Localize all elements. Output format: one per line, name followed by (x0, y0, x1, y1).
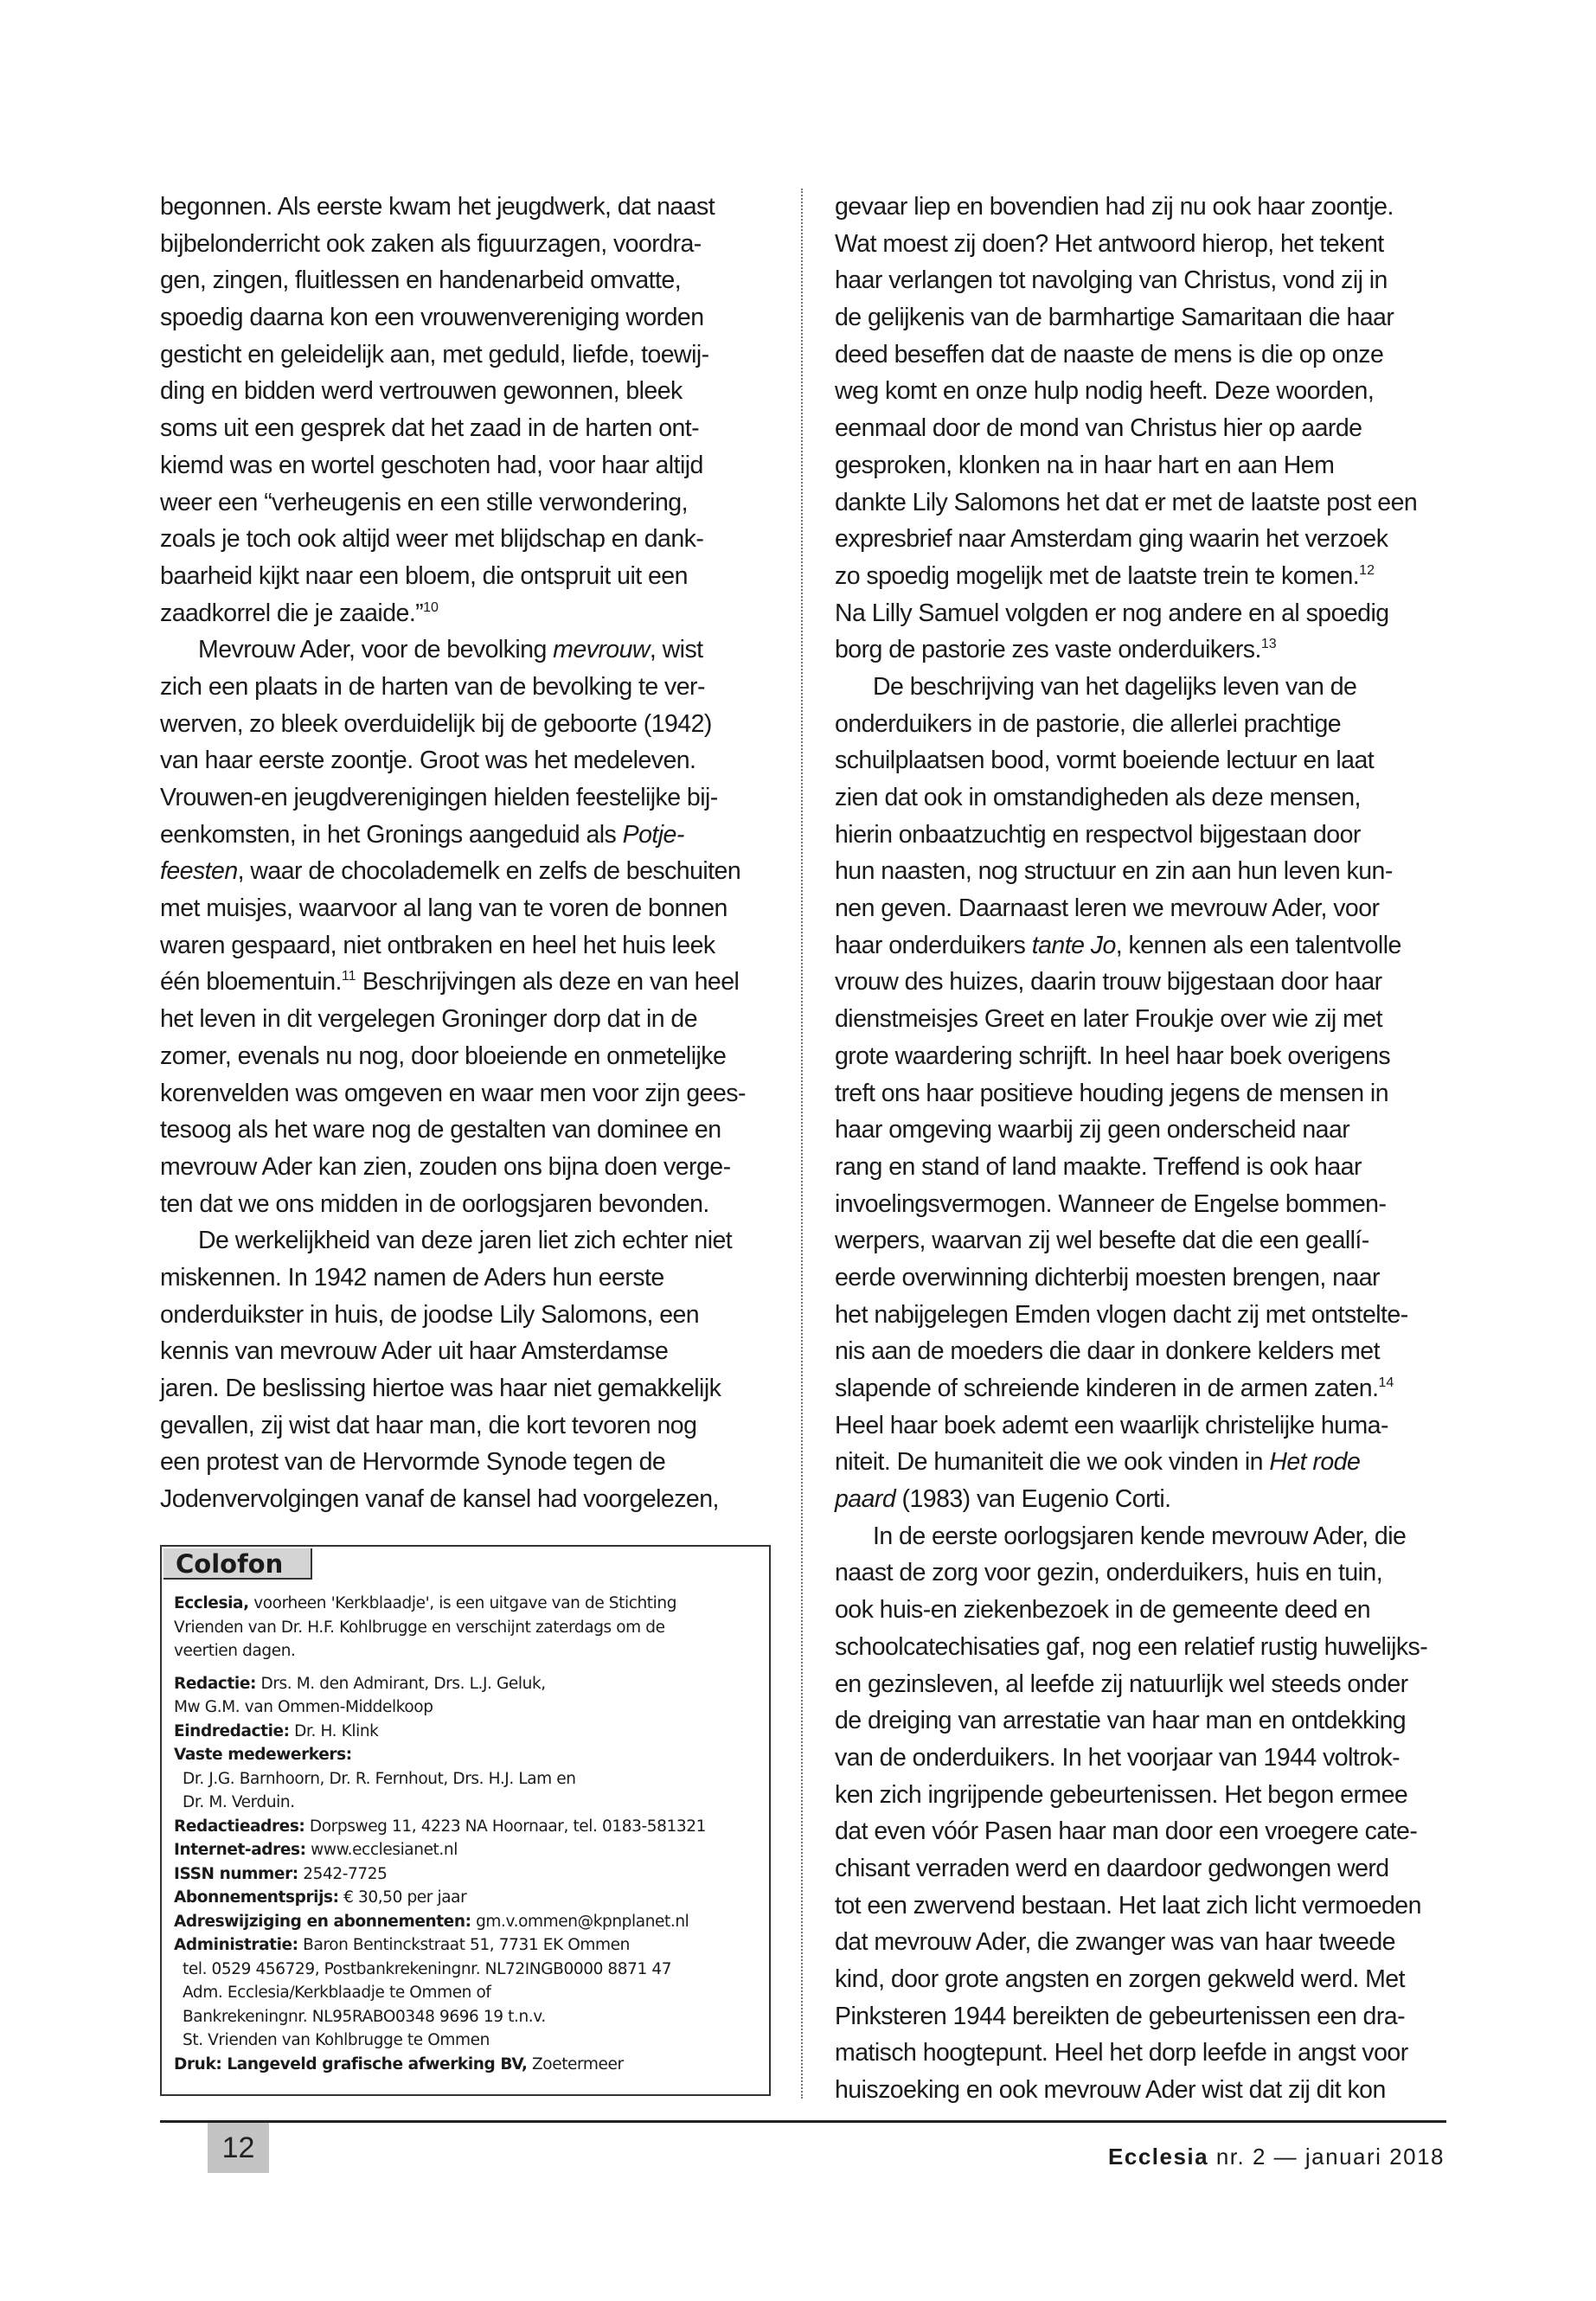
text-line: kiemd was en wortel geschoten had, voor haar altijd (160, 451, 703, 479)
text-line: dat even vóór Pasen haar man door een vroegere cate- (835, 1817, 1418, 1846)
text-line: deed beseffen dat de naaste de mens is die op onze (835, 340, 1384, 369)
text-line: werven, zo bleek overduidelijk bij de geboorte (1942) (160, 709, 712, 738)
text-line (160, 1222, 783, 1259)
colofon-value: Drs. M. den Admirant, Drs. L.J. Geluk, (256, 1674, 546, 1693)
text-line: ten dat we ons midden in de oorlogsjaren bevonden. (160, 1189, 709, 1218)
text-line: kennis van mevrouw Ader uit haar Amsterdamse (160, 1337, 669, 1366)
text-segment: De werkelijkheid van deze jaren liet zich echter niet (198, 1227, 733, 1255)
colofon-label: Redactie: (174, 1674, 257, 1693)
colofon-line (174, 1886, 762, 1910)
text-line (160, 595, 783, 632)
text-line: en gezinsleven, al leefde zij natuurlijk wel steeds onder (835, 1670, 1408, 1698)
text-line (835, 631, 1458, 669)
colofon-label: Druk: Langeveld grafische afwerking BV, (174, 2054, 528, 2073)
text-line: de dreiging van arrestatie van haar man en ontdekking (835, 1707, 1407, 1735)
footnote-ref: 14 (1378, 1375, 1394, 1390)
text-line: het nabijgelegen Emden vlogen dacht zij met ontstelte- (835, 1300, 1408, 1329)
colofon-label: Adreswijziging en abonnementen: (174, 1912, 471, 1931)
colofon-label: ISSN nummer: (174, 1864, 298, 1883)
text-line: Wat moest zij doen? Het antwoord hierop, het tekent (835, 229, 1384, 258)
colofon-line (174, 1616, 762, 1640)
text-line: haar verlangen tot navolging van Christus, vond zij in (835, 266, 1388, 295)
text-line: van haar eerste zoontje. Groot was het medeleven. (160, 747, 696, 775)
text-line: treft ons haar positieve houding jegens de mensen in (835, 1079, 1389, 1107)
colofon-value: Adm. Ecclesia/Kerkblaadje te Ommen of (183, 1984, 491, 2002)
colofon-line (174, 1695, 762, 1720)
column-separator (801, 189, 803, 2099)
text-line: weg komt en onze hulp nodig heeft. Deze woorden, (835, 377, 1375, 406)
colofon-line (174, 2005, 762, 2029)
article-column-right (835, 189, 1458, 2109)
text-line: met muisjes, waarvoor al lang van te voren de bonnen (160, 894, 727, 923)
colofon-value: 2542-7725 (298, 1864, 388, 1883)
footnote-ref: 13 (1260, 637, 1277, 652)
text-line: huiszoeking en ook mevrouw Ader wist dat zij dit kon (835, 2076, 1386, 2105)
text-line: rang en stand of land maakte. Treffend is ook haar (835, 1152, 1362, 1181)
text-segment: slapende of schreiende kinderen in de armen zaten. (835, 1375, 1379, 1402)
colofon-line (174, 1720, 762, 1744)
text-segment: haar onderduikers (835, 931, 1032, 959)
text-segment: Beschrijvingen als deze en van heel (356, 968, 740, 997)
colofon-line (174, 1981, 762, 2005)
colofon-value: www.ecclesianet.nl (305, 1841, 458, 1859)
text-segment: Mevrouw Ader, voor de bevolking (198, 636, 554, 664)
text-line: vrouw des huizes, daarin trouw bijgestaan door haar (835, 968, 1382, 997)
text-line: hun naasten, nog structuur en zin aan hun leven kun- (835, 857, 1393, 886)
text-segment: niteit. De humaniteit die we ook vinden in (835, 1448, 1270, 1477)
text-line: onderduikster in huis, de joodse Lily Salomons, een (160, 1300, 700, 1329)
text-line: tesoog als het ware nog de gestalten van dominee en (160, 1116, 721, 1144)
text-line: nis aan de moeders die daar in donkere kelders met (835, 1337, 1380, 1366)
colofon-value: € 30,50 per jaar (338, 1888, 467, 1907)
text-line (835, 558, 1458, 595)
colofon-label: Ecclesia, (174, 1594, 249, 1612)
text-line: spoedig daarna kon een vrouwenvereniging worden (160, 304, 704, 332)
text-line: een protest van de Hervormde Synode tegen de (160, 1448, 666, 1477)
text-line: ook huis-en ziekenbezoek in de gemeente deed en (835, 1596, 1371, 1625)
text-line: hierin onbaatzuchtig en respectvol bijgestaan door (835, 820, 1361, 849)
colofon-value: Mw G.M. van Ommen-Middelkoop (174, 1698, 433, 1716)
colofon-line (174, 1639, 762, 1663)
text-segment: In de eerste oorlogsjaren kende mevrouw Ader, die (873, 1522, 1407, 1550)
text-line: zich een plaats in de harten van de bevolking te ver- (160, 672, 705, 701)
publication-name: Ecclesia (1108, 2144, 1209, 2170)
article-column-left (160, 189, 783, 1518)
text-line: dienstmeisjes Greet en later Froukje over wie zij met (835, 1005, 1382, 1034)
text-segment: , kennen als een talentvolle (1115, 931, 1401, 959)
text-line: gen, zingen, fluitlessen en handenarbeid omvatte, (160, 266, 682, 295)
text-line (835, 1444, 1458, 1481)
text-line: schoolcatechisaties gaf, nog een relatief rustig huwelijks- (835, 1632, 1428, 1661)
colofon-value: tel. 0529 456729, Postbankrekeningnr. NL72INGB0000 8871 47 (183, 1959, 672, 1978)
text-line: matisch hoogtepunt. Heel het dorp leefde in angst voor (835, 2039, 1408, 2067)
text-line: baarheid kijkt naar een bloem, die ontspruit uit een (160, 561, 688, 590)
text-line: soms uit een gesprek dat het zaad in de harten ont- (160, 414, 700, 443)
text-line: mevrouw Ader kan zien, zouden ons bijna doen verge- (160, 1152, 731, 1181)
text-line: van de onderduikers. In het voorjaar van 1944 voltrok- (835, 1743, 1401, 1772)
colofon-line (174, 1791, 762, 1815)
text-line: haar omgeving waarbij zij geen onderscheid naar (835, 1116, 1350, 1144)
text-line: zoals je toch ook altijd weer met blijdschap en dank- (160, 525, 704, 554)
colofon-value: Dr. M. Verduin. (183, 1793, 295, 1811)
text-line: zomer, evenals nu nog, door bloeiende en onmetelijke (160, 1042, 727, 1070)
colofon-line (174, 1933, 762, 1958)
text-line: Na Lilly Samuel volgden er nog andere en al spoedig (835, 599, 1389, 627)
text-line (160, 964, 783, 1001)
colofon-label: Eindredactie: (174, 1721, 290, 1740)
colofon-value: Dr. J.G. Barnhoorn, Dr. R. Fernhout, Drs. H.J. Lam en (183, 1769, 576, 1788)
text-line: weer een “verheugenis en een stille verwondering, (160, 488, 688, 516)
text-line: chisant verraden werd en daardoor gedwongen werd (835, 1854, 1389, 1882)
text-line: tot een zwervend bestaan. Het laat zich licht vermoeden (835, 1891, 1421, 1920)
text-line (835, 1481, 1458, 1518)
italic-text: feesten (160, 857, 238, 886)
colofon-line (174, 1838, 762, 1862)
colofon-value: gm.v.ommen@kpnplanet.nl (471, 1912, 689, 1931)
text-segment: , waar de chocolademelk en zelfs de beschuiten (237, 857, 741, 886)
text-line: dankte Lily Salomons het dat er met de laatste post een (835, 488, 1418, 516)
page-number: 12 (208, 2123, 269, 2173)
text-segment: zo spoedig mogelijk met de laatste trein te komen. (835, 561, 1360, 590)
text-segment: eenkomsten, in het Gronings aangeduid als (160, 820, 623, 849)
text-line: invoelingsvermogen. Wanneer de Engelse bommen- (835, 1189, 1387, 1218)
text-line (835, 927, 1458, 965)
text-line (160, 853, 783, 890)
colofon-value: Dorpsweg 11, 4223 NA Hoornaar, tel. 0183-581321 (304, 1817, 706, 1836)
footnote-ref: 12 (1359, 562, 1375, 578)
text-line: eerde overwinning dichterbij moesten brengen, naar (835, 1263, 1380, 1292)
text-line: gesproken, klonken na in haar hart en aan Hem (835, 451, 1335, 479)
italic-text: Het rode (1269, 1448, 1361, 1477)
text-line: Vrouwen-en jeugdverenigingen hielden feestelijke bij- (160, 784, 718, 811)
text-line: werpers, waarvan zij wel besefte dat die een geallí- (835, 1227, 1369, 1255)
text-segment: (1983) van Eugenio Corti. (895, 1485, 1171, 1514)
text-line: gevaar liep en bovendien had zij nu ook haar zoontje. (835, 193, 1394, 221)
text-line: onderduikers in de pastorie, die allerlei prachtige (835, 709, 1342, 738)
text-line (160, 631, 783, 669)
colofon-line (174, 1743, 762, 1767)
colofon-line (174, 1767, 762, 1791)
colofon-body (174, 1592, 762, 2076)
text-segment: één bloementuin. (160, 968, 342, 997)
text-line: kind, door grote angsten en zorgen gekweld werd. Met (835, 1965, 1405, 1993)
text-segment: De beschrijving van het dagelijks leven van de (873, 672, 1357, 701)
italic-text: tante Jo (1031, 931, 1116, 959)
text-line: ding en bidden werd vertrouwen gewonnen, bleek (160, 377, 683, 406)
text-line (160, 817, 783, 854)
colofon-line (174, 1862, 762, 1887)
colofon-line (174, 2053, 762, 2077)
text-line: jaren. De beslissing hiertoe was haar niet gemakkelijk (160, 1375, 721, 1402)
text-line: gesticht en geleidelijk aan, met geduld, liefde, toewij- (160, 340, 709, 369)
colofon-label: Internet-adres: (174, 1841, 306, 1859)
text-line: ken zich ingrijpende gebeurtenissen. Het begon ermee (835, 1780, 1408, 1809)
text-line: naast de zorg voor gezin, onderduikers, huis en tuin, (835, 1559, 1383, 1587)
footnote-ref: 10 (423, 599, 439, 615)
text-line: nen geven. Daarnaast leren we mevrouw Ader, voor (835, 894, 1380, 923)
text-line: expresbrief naar Amsterdam ging waarin het verzoek (835, 525, 1388, 554)
text-line (835, 669, 1458, 706)
colofon-line (174, 1958, 762, 1982)
text-line: waren gespaard, niet ontbraken en heel het huis leek (160, 931, 715, 959)
text-segment: , wist (649, 636, 703, 664)
text-line: Heel haar boek ademt een waarlijk christelijke huma- (835, 1411, 1388, 1439)
colofon-value: Bankrekeningnr. NL95RABO0348 9696 19 t.n.v. (183, 2007, 546, 2026)
colofon-line (174, 1592, 762, 1616)
text-segment: borg de pastorie zes vaste onderduikers. (835, 636, 1261, 664)
text-line: miskennen. In 1942 namen de Aders hun eerste (160, 1263, 664, 1292)
text-line: de gelijkenis van de barmhartige Samaritaan die haar (835, 304, 1394, 332)
text-line: het leven in dit vergelegen Groninger dorp dat in de (160, 1005, 698, 1034)
text-line (835, 1370, 1458, 1407)
colofon-label: Abonnementsprijs: (174, 1888, 339, 1907)
text-line: bijbelonderricht ook zaken als figuurzagen, voordra- (160, 229, 702, 258)
text-segment: zaadkorrel die je zaaide.” (160, 599, 424, 627)
colofon-value: Dr. H. Klink (289, 1721, 379, 1740)
footnote-ref: 11 (341, 969, 356, 984)
text-line: korenvelden was omgeven en waar men voor zijn gees- (160, 1079, 746, 1107)
text-line: grote waardering schrijft. In heel haar boek overigens (835, 1042, 1391, 1070)
colofon-line (174, 1815, 762, 1839)
colofon-label: Administratie: (174, 1936, 298, 1954)
colofon-value: Baron Bentinckstraat 51, 7731 EK Ommen (298, 1936, 630, 1954)
colofon-value: Zoetermeer (527, 2054, 624, 2073)
text-line: gevallen, zij wist dat haar man, die kort tevoren nog (160, 1411, 697, 1439)
colofon-value: Vrienden van Dr. H.F. Kohlbrugge en verschijnt zaterdags om de (174, 1618, 665, 1637)
footer-publication (1108, 2144, 1445, 2170)
colofon-title: Colofon (163, 1548, 312, 1580)
text-line (835, 1518, 1458, 1555)
colofon-label: Redactieadres: (174, 1817, 305, 1836)
text-line: Pinksteren 1944 bereikten de gebeurtenissen een dra- (835, 2002, 1406, 2030)
colofon-line (174, 1672, 762, 1696)
colofon-label: Vaste medewerkers: (174, 1746, 352, 1764)
text-line: zien dat ook in omstandigheden als deze mensen, (835, 784, 1361, 811)
italic-text: Potje- (622, 820, 684, 849)
text-line: begonnen. Als eerste kwam het jeugdwerk, dat naast (160, 193, 715, 221)
colofon-box (160, 1545, 771, 2096)
italic-text: mevrouw (553, 636, 650, 664)
colofon-value: St. Vrienden van Kohlbrugge te Ommen (183, 2031, 490, 2049)
footer-rule (160, 2120, 1446, 2123)
text-line: eenmaal door de mond van Christus hier op aarde (835, 414, 1362, 443)
issue-info: nr. 2 — januari 2018 (1208, 2144, 1445, 2170)
colofon-line (174, 2029, 762, 2053)
colofon-line (174, 1910, 762, 1934)
colofon-value: voorheen 'Kerkblaadje', is een uitgave van de Stichting (248, 1594, 677, 1612)
text-line: dat mevrouw Ader, die zwanger was van haar tweede (835, 1928, 1395, 1957)
text-line: schuilplaatsen bood, vormt boeiende lectuur en laat (835, 747, 1375, 775)
text-line: Jodenvervolgingen vanaf de kansel had voorgelezen, (160, 1485, 719, 1514)
colofon-value: veertien dagen. (174, 1642, 296, 1660)
italic-text: paard (835, 1485, 896, 1514)
